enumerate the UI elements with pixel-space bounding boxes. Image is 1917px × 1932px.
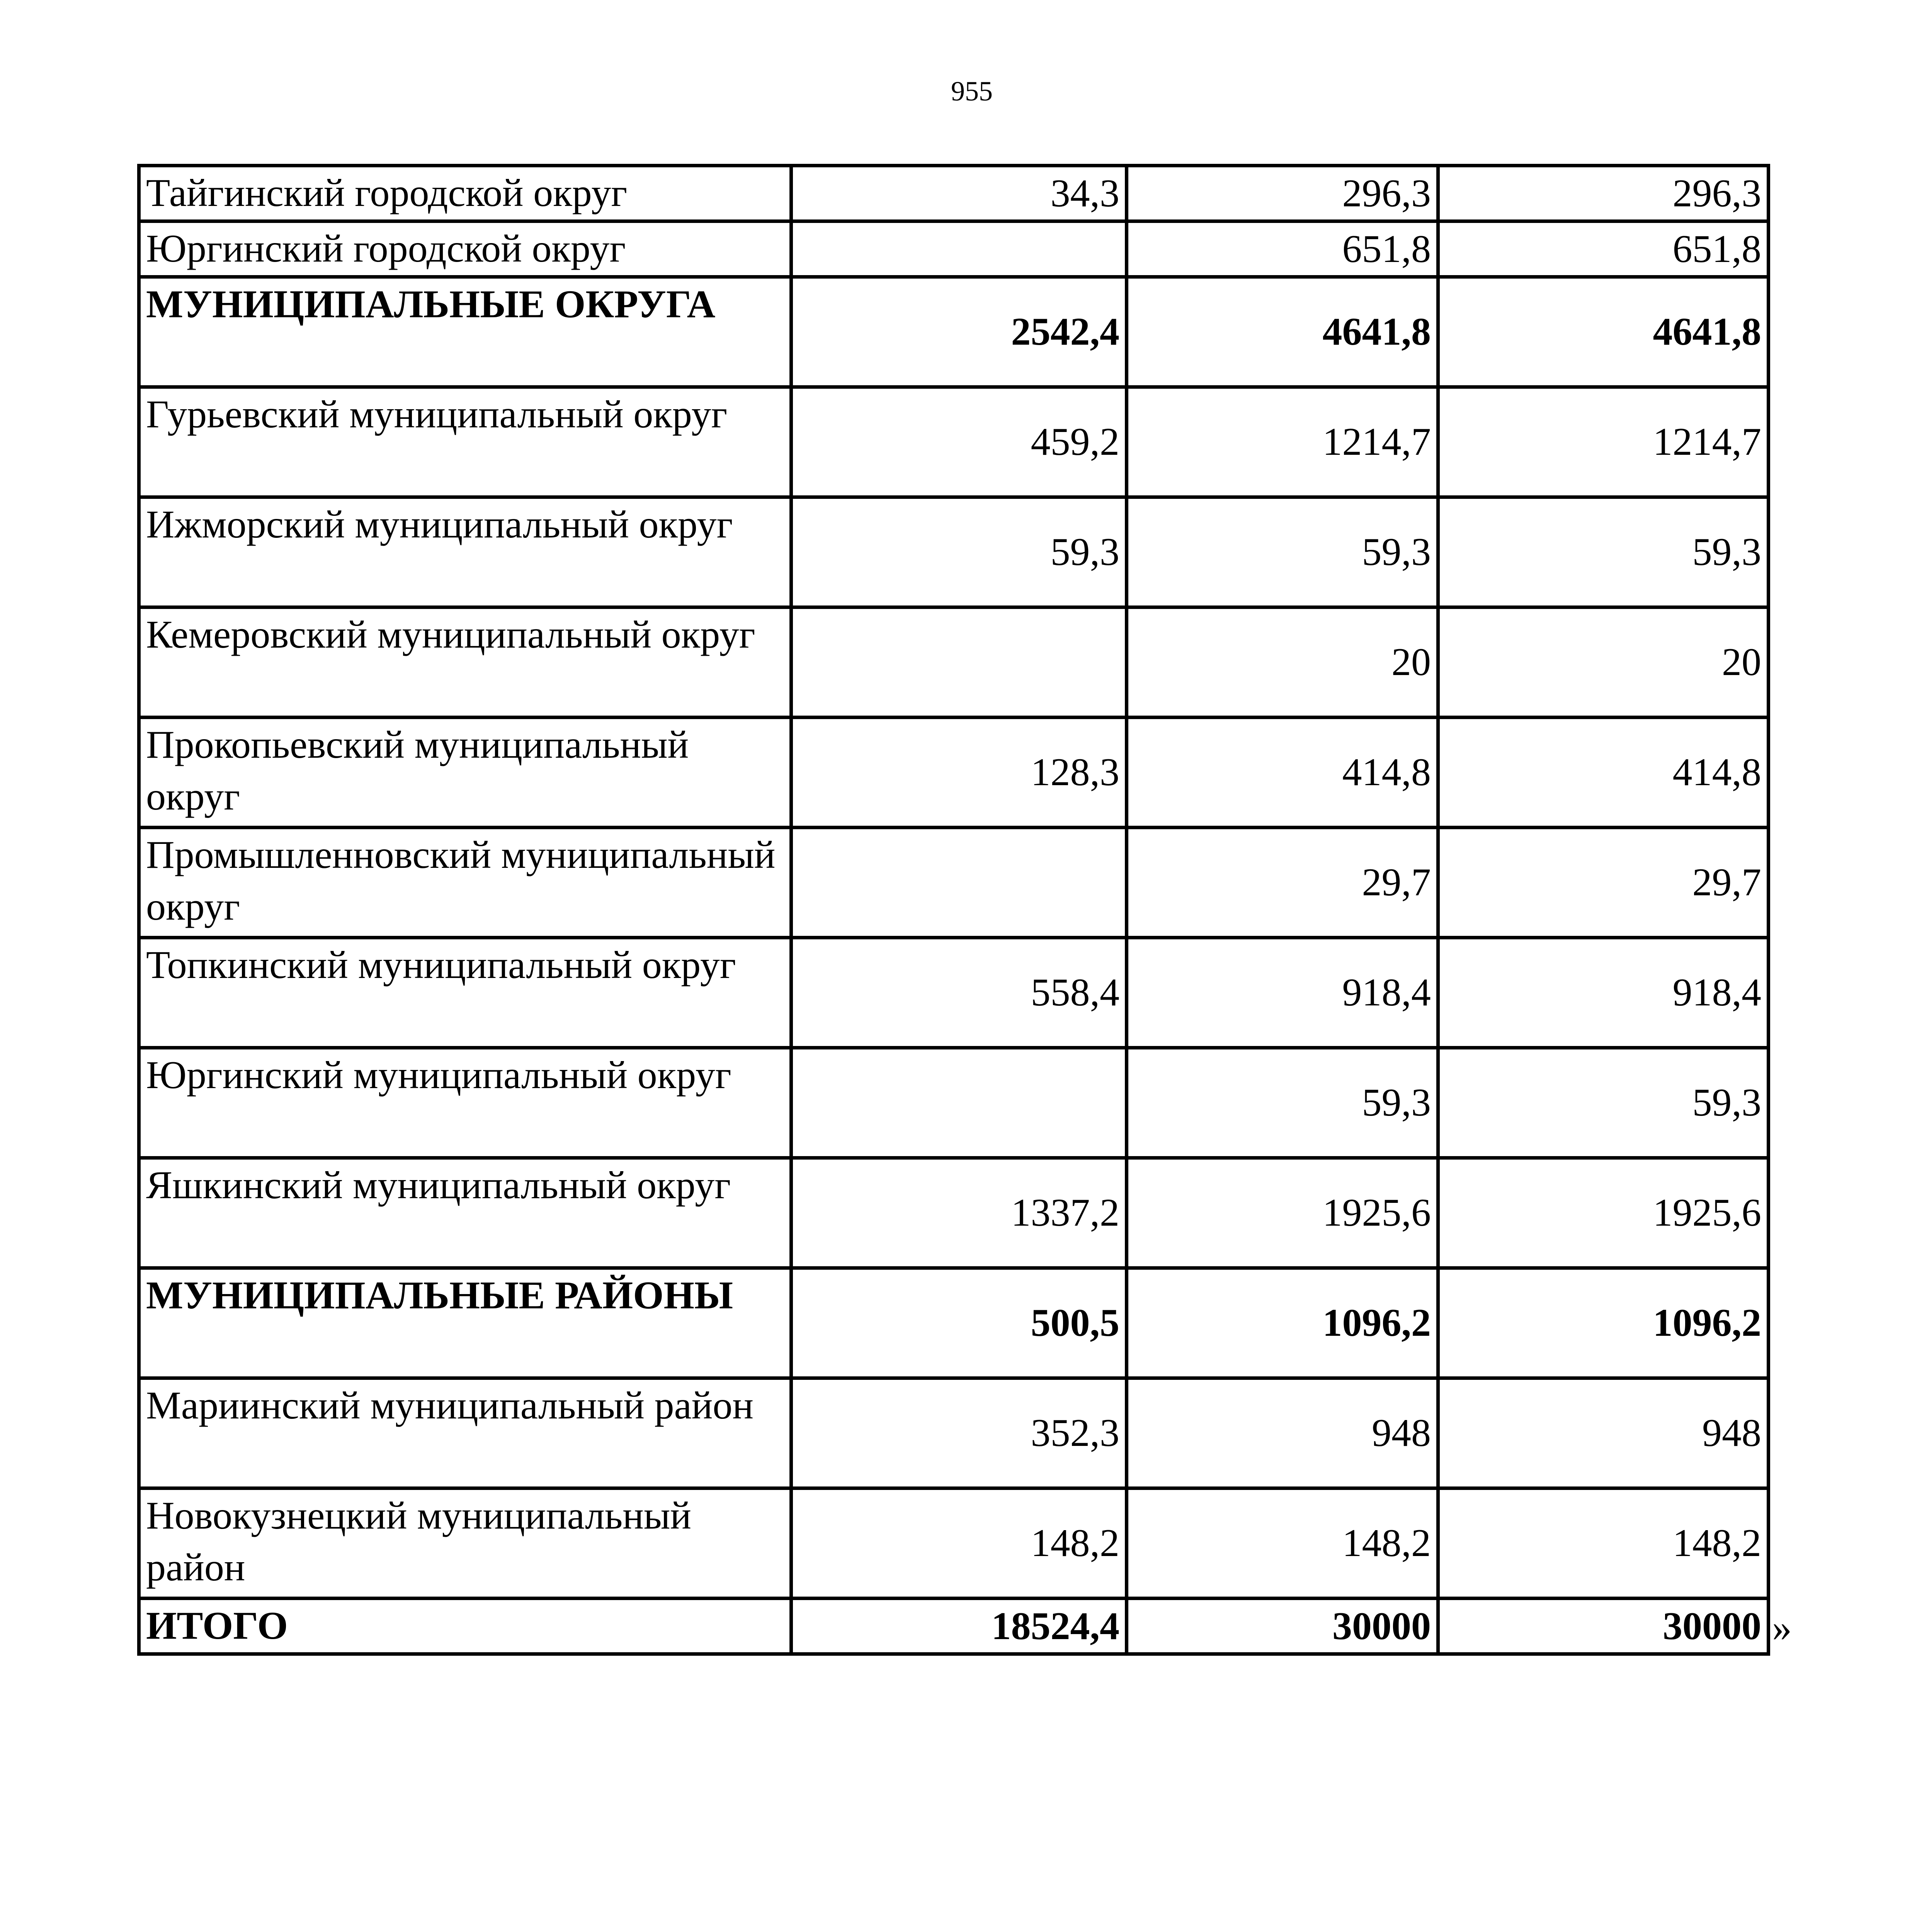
value-cell-col2: 1214,7 bbox=[1127, 387, 1438, 497]
value-cell-col1: 128,3 bbox=[791, 718, 1127, 828]
value-cell-col2: 414,8 bbox=[1127, 718, 1438, 828]
total-row bbox=[139, 1599, 1769, 1654]
row-name-cell: Кемеровский муниципальный округ bbox=[139, 607, 791, 718]
total-value-col3: 30000 bbox=[1438, 1599, 1769, 1654]
value-cell-col3: 1925,6 bbox=[1438, 1158, 1769, 1268]
value-cell-col3: 29,7 bbox=[1438, 828, 1769, 938]
table-row bbox=[139, 607, 1769, 718]
total-value-col1: 18524,4 bbox=[791, 1599, 1127, 1654]
value-cell-col3: 918,4 bbox=[1438, 938, 1769, 1048]
table-row bbox=[139, 1158, 1769, 1268]
value-cell-col2: 1925,6 bbox=[1127, 1158, 1438, 1268]
value-cell-col1: 1337,2 bbox=[791, 1158, 1127, 1268]
value-cell-col2: 296,3 bbox=[1127, 166, 1438, 221]
value-cell-col1: 500,5 bbox=[791, 1268, 1127, 1378]
table-row bbox=[139, 387, 1769, 497]
value-cell-col1: 148,2 bbox=[791, 1488, 1127, 1599]
value-cell-col2: 29,7 bbox=[1127, 828, 1438, 938]
table-row bbox=[139, 497, 1769, 607]
row-name-cell: Юргинский городской округ bbox=[139, 221, 791, 277]
value-cell-col3: 59,3 bbox=[1438, 1048, 1769, 1158]
row-name-cell: Гурьевский муниципальный округ bbox=[139, 387, 791, 497]
value-cell-col3: 1096,2 bbox=[1438, 1268, 1769, 1378]
value-cell-col1 bbox=[791, 828, 1127, 938]
budget-allocation-table bbox=[137, 164, 1770, 1656]
value-cell-col3: 414,8 bbox=[1438, 718, 1769, 828]
value-cell-col1: 459,2 bbox=[791, 387, 1127, 497]
value-cell-col3: 296,3 bbox=[1438, 166, 1769, 221]
section-title-cell: МУНИЦИПАЛЬНЫЕ ОКРУГА bbox=[139, 277, 791, 387]
value-cell-col1: 34,3 bbox=[791, 166, 1127, 221]
value-cell-col1 bbox=[791, 1048, 1127, 1158]
value-cell-col3: 948 bbox=[1438, 1378, 1769, 1488]
table-row bbox=[139, 938, 1769, 1048]
value-cell-col1: 352,3 bbox=[791, 1378, 1127, 1488]
value-cell-col2: 59,3 bbox=[1127, 1048, 1438, 1158]
value-cell-col2: 918,4 bbox=[1127, 938, 1438, 1048]
value-cell-col3: 59,3 bbox=[1438, 497, 1769, 607]
row-name-cell: Прокопьевский муниципальный округ bbox=[139, 718, 791, 828]
table-row bbox=[139, 1048, 1769, 1158]
value-cell-col1 bbox=[791, 221, 1127, 277]
section-row-municipal-okruga bbox=[139, 277, 1769, 387]
row-name-cell: Ижморский муниципальный округ bbox=[139, 497, 791, 607]
row-name-cell: Промышленновский муниципальный округ bbox=[139, 828, 791, 938]
page-number: 955 bbox=[951, 76, 993, 107]
value-cell-col3: 651,8 bbox=[1438, 221, 1769, 277]
row-name-cell: Мариинский муниципальный район bbox=[139, 1378, 791, 1488]
row-name-cell: Новокузнецкий муниципальный район bbox=[139, 1488, 791, 1599]
value-cell-col3: 148,2 bbox=[1438, 1488, 1769, 1599]
row-name-cell: Тайгинский городской округ bbox=[139, 166, 791, 221]
table-row bbox=[139, 718, 1769, 828]
section-title-cell: МУНИЦИПАЛЬНЫЕ РАЙОНЫ bbox=[139, 1268, 791, 1378]
value-cell-col3: 1214,7 bbox=[1438, 387, 1769, 497]
table-row bbox=[139, 1378, 1769, 1488]
table-row bbox=[139, 828, 1769, 938]
value-cell-col1 bbox=[791, 607, 1127, 718]
value-cell-col1: 2542,4 bbox=[791, 277, 1127, 387]
value-cell-col2: 59,3 bbox=[1127, 497, 1438, 607]
section-row-municipal-rayony bbox=[139, 1268, 1769, 1378]
value-cell-col3: 20 bbox=[1438, 607, 1769, 718]
value-cell-col1: 59,3 bbox=[791, 497, 1127, 607]
closing-quote-mark: » bbox=[1772, 1606, 1792, 1650]
value-cell-col1: 558,4 bbox=[791, 938, 1127, 1048]
row-name-cell: Яшкинский муниципальный округ bbox=[139, 1158, 791, 1268]
row-name-cell: Юргинский муниципальный округ bbox=[139, 1048, 791, 1158]
value-cell-col2: 20 bbox=[1127, 607, 1438, 718]
value-cell-col2: 1096,2 bbox=[1127, 1268, 1438, 1378]
value-cell-col2: 4641,8 bbox=[1127, 277, 1438, 387]
value-cell-col2: 148,2 bbox=[1127, 1488, 1438, 1599]
table-row bbox=[139, 1488, 1769, 1599]
value-cell-col2: 651,8 bbox=[1127, 221, 1438, 277]
total-label-cell: ИТОГО bbox=[139, 1599, 791, 1654]
value-cell-col2: 948 bbox=[1127, 1378, 1438, 1488]
total-value-col2: 30000 bbox=[1127, 1599, 1438, 1654]
table-row bbox=[139, 166, 1769, 221]
row-name-cell: Топкинский муниципальный округ bbox=[139, 938, 791, 1048]
value-cell-col3: 4641,8 bbox=[1438, 277, 1769, 387]
table-row bbox=[139, 221, 1769, 277]
